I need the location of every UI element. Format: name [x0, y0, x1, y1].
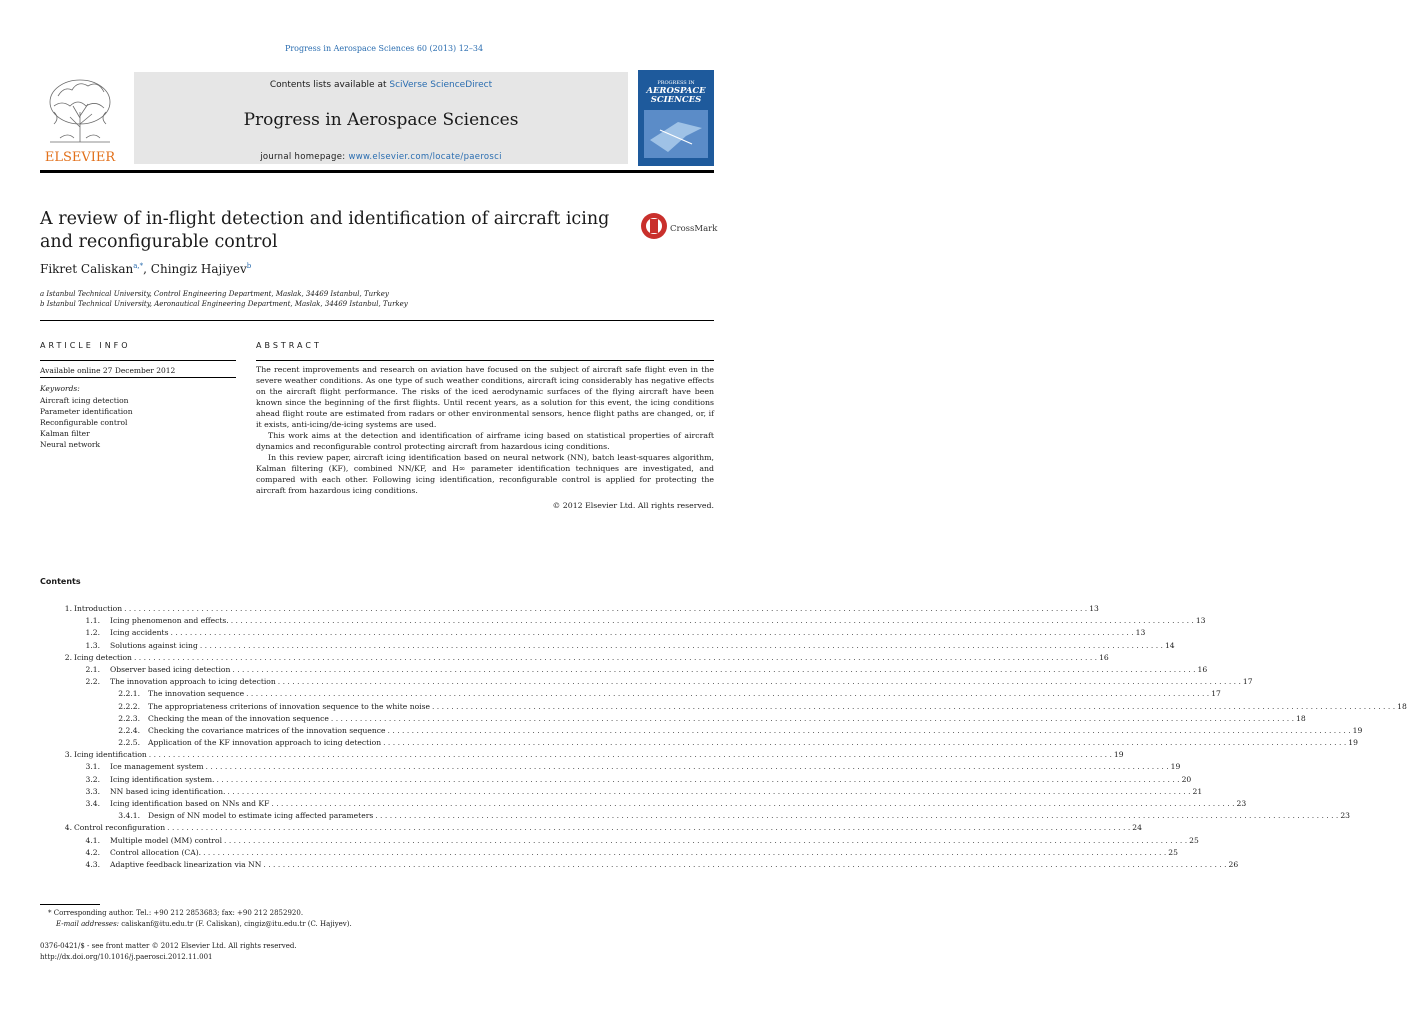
- toc-entry[interactable]: [40, 640, 1175, 652]
- toc-number: 2.: [64, 652, 72, 662]
- toc-leader: . . . . . . . . . . . . . . . . . . . . . . . . . . . . . . . . . . . . . . . . . . . . . . . . . . . . . . . . . . . . . . . . . . . . . . . . . . . . . . . . . . . . . . . . . . . . . . . . . . . . . . . . . . . . . . . . . . . . . . . . . . . . . . . . . . . . . . . . . . . . . . . . . . . . . . . . . . . . . . . . . . . . . . . . . . . . . . . . . . . . . . . . . . . . . . . . . . . . . . . .: [271, 799, 1235, 808]
- divider: [256, 360, 714, 361]
- toc-entry[interactable]: [40, 713, 1306, 725]
- toc-entry[interactable]: [40, 615, 1206, 627]
- email-note: E-mail addresses: caliskanf@itu.edu.tr (F. Caliskan), cingiz@itu.edu.tr (C. Hajiyev).: [56, 920, 352, 928]
- journal-homepage: journal homepage: www.elsevier.com/locate/paerosci: [260, 152, 502, 162]
- toc-entry[interactable]: [40, 761, 1181, 773]
- toc-leader: . . . . . . . . . . . . . . . . . . . . . . . . . . . . . . . . . . . . . . . . . . . . . . . . . . . . . . . . . . . . . . . . . . . . . . . . . . . . . . . . . . . . . . . . . . . . . . . . . . . . . . . . . . . . . . . . . . . . . . . . . . . . . . . . . . . . . . . . . . . . . . . . . . . . . . . . . . . . . . . . . . . . . . . . . . . . . . . . . . . . . . . . . . . . . . . . . . . . . . . .: [246, 689, 1210, 699]
- toc-page[interactable]: 19: [1170, 762, 1181, 772]
- toc-entry[interactable]: [40, 603, 1099, 615]
- cover-title: AEROSPACE SCIENCES: [646, 86, 706, 105]
- toc-page[interactable]: 14: [1164, 640, 1175, 650]
- abstract-paragraph: The recent improvements and research on aviation have focused on the subject of aircraft safe flight even in the severe weather conditions. As one type of such weather conditions, aircraft icing considerably has negative effects on the aircraft flight performance. The risks of the iced aerodynamic surfaces of the flying aircraft have been known since the beginning of the first flights. Until recent years, as a solution for this event, the icing conditions ahead flight route are estimated from radars or other environmental sensors, hence flight paths are changed, or, if it exists, anti-icing/de-icing systems are used.: [256, 365, 714, 429]
- journal-cover: [638, 70, 714, 166]
- toc-leader: . . . . . . . . . . . . . . . . . . . . . . . . . . . . . . . . . . . . . . . . . . . . . . . . . . . . . . . . . . . . . . . . . . . . . . . . . . . . . . . . . . . . . . . . . . . . . . . . . . . . . . . . . . . . . . . . . . . . . . . . . . . . . . . . . . . . . . . . . . . . . . . . . . . . . . . . . . . . . . . . . . . . . . . . . . . . . . . . . . . . . . . . . . . . . . . . . . . . . . . .: [170, 628, 1134, 638]
- available-online: Available online 27 December 2012: [40, 366, 176, 375]
- toc-title[interactable]: NN based icing identification.: [110, 786, 226, 796]
- divider: [40, 377, 236, 378]
- journal-citation[interactable]: Progress in Aerospace Sciences 60 (2013) 12–34: [284, 44, 484, 53]
- toc-title[interactable]: Ice management system: [110, 762, 204, 772]
- toc-number: 3.3.: [85, 786, 100, 796]
- toc-number: 1.2.: [85, 628, 100, 638]
- toc-leader: . . . . . . . . . . . . . . . . . . . . . . . . . . . . . . . . . . . . . . . . . . . . . . . . . . . . . . . . . . . . . . . . . . . . . . . . . . . . . . . . . . . . . . . . . . . . . . . . . . . . . . . . . . . . . . . . . . . . . . . . . . . . . . . . . . . . . . . . . . . . . . . . . . . . . . . . . . . . . . . . . . . . . . . . . . . . . . . . . . . . . . . . . . . . . . . . . . . . . . . .: [148, 750, 1112, 760]
- keyword: Reconfigurable control: [40, 418, 128, 427]
- affiliation-b: b Istanbul Technical University, Aeronautical Engineering Department, Maslak, 34469 Istanbul, Turkey: [40, 300, 408, 308]
- keyword: Parameter identification: [40, 407, 133, 416]
- toc-title[interactable]: Icing identification system.: [110, 774, 215, 784]
- journal-title: Progress in Aerospace Sciences: [243, 110, 519, 130]
- divider: [40, 360, 236, 361]
- toc-leader: . . . . . . . . . . . . . . . . . . . . . . . . . . . . . . . . . . . . . . . . . . . . . . . . . . . . . . . . . . . . . . . . . . . . . . . . . . . . . . . . . . . . . . . . . . . . . . . . . . . . . . . . . . . . . . . . . . . . . . . . . . . . . . . . . . . . . . . . . . . . . . . . . . . . . . . . . . . . . . . . . . . . . . . . . . . . . . . . . . . . . . . . . . . . . . . . . . . . . . . .: [133, 652, 1098, 662]
- toc-title[interactable]: Multiple model (MM) control: [110, 835, 223, 845]
- keyword-list: [40, 395, 133, 450]
- toc-number: 2.2.3.: [118, 713, 140, 723]
- toc-page[interactable]: 25: [1189, 835, 1199, 845]
- abstract-heading: ABSTRACT: [256, 341, 322, 350]
- toc-number: 3.: [64, 750, 72, 760]
- toc-leader: . . . . . . . . . . . . . . . . . . . . . . . . . . . . . . . . . . . . . . . . . . . . . . . . . . . . . . . . . . . . . . . . . . . . . . . . . . . . . . . . . . . . . . . . . . . . . . . . . . . . . . . . . . . . . . . . . . . . . . . . . . . . . . . . . . . . . . . . . . . . . . . . . . . . . . . . . . . . . . . . . . . . . . . . . . . . . . . . . . . . . . . . . . . . . . . . . . . . . . . .: [124, 604, 1088, 613]
- toc-page[interactable]: 19: [1113, 750, 1124, 760]
- toc-title[interactable]: Icing identification: [74, 750, 147, 760]
- corresponding-author-note: * Corresponding author. Tel.: +90 212 2853683; fax: +90 212 2852920.: [48, 909, 304, 917]
- abstract-paragraph: This work aims at the detection and identification of airframe icing based on statistical properties of aircraft dynamics and reconfigurable control protecting aircraft from hazardous icing conditions.: [256, 431, 714, 451]
- toc-number: 2.2.4.: [118, 725, 140, 735]
- toc-leader: . . . . . . . . . . . . . . . . . . . . . . . . . . . . . . . . . . . . . . . . . . . . . . . . . . . . . . . . . . . . . . . . . . . . . . . . . . . . . . . . . . . . . . . . . . . . . . . . . . . . . . . . . . . . . . . . . . . . . . . . . . . . . . . . . . . . . . . . . . . . . . . . . . . . . . . . . . . . . . . . . . . . . . . . . . . . . . . . . . . . . . . . . . . . . . . . . . . . . . . .: [277, 677, 1241, 687]
- toc-number: 2.2.1.: [118, 689, 140, 699]
- journal-banner: [134, 72, 628, 164]
- toc-page[interactable]: 18: [1296, 713, 1306, 723]
- toc-number: 1.: [64, 604, 72, 613]
- toc-page[interactable]: 19: [1348, 738, 1358, 748]
- toc-leader: . . . . . . . . . . . . . . . . . . . . . . . . . . . . . . . . . . . . . . . . . . . . . . . . . . . . . . . . . . . . . . . . . . . . . . . . . . . . . . . . . . . . . . . . . . . . . . . . . . . . . . . . . . . . . . . . . . . . . . . . . . . . . . . . . . . . . . . . . . . . . . . . . . . . . . . . . . . . . . . . . . . . . . . . . . . . . . . . . . . . . . . . . . . . . . . . . . . . . . . .: [383, 738, 1347, 748]
- toc-leader: . . . . . . . . . . . . . . . . . . . . . . . . . . . . . . . . . . . . . . . . . . . . . . . . . . . . . . . . . . . . . . . . . . . . . . . . . . . . . . . . . . . . . . . . . . . . . . . . . . . . . . . . . . . . . . . . . . . . . . . . . . . . . . . . . . . . . . . . . . . . . . . . . . . . . . . . . . . . . . . . . . . . . . . . . . . . . . . . . . . . . . . . . . . . . . . . . . . . . . . .: [216, 774, 1180, 784]
- toc-leader: . . . . . . . . . . . . . . . . . . . . . . . . . . . . . . . . . . . . . . . . . . . . . . . . . . . . . . . . . . . . . . . . . . . . . . . . . . . . . . . . . . . . . . . . . . . . . . . . . . . . . . . . . . . . . . . . . . . . . . . . . . . . . . . . . . . . . . . . . . . . . . . . . . . . . . . . . . . . . . . . . . . . . . . . . . . . . . . . . . . . . . . . . . . . . . . . . . . . . . . .: [224, 835, 1188, 845]
- toc-page[interactable]: 20: [1181, 774, 1192, 784]
- toc-entry[interactable]: [40, 822, 1142, 834]
- toc-title[interactable]: Icing identification based on NNs and KF: [110, 799, 270, 808]
- toc-number: 2.2.5.: [118, 738, 140, 748]
- toc-title[interactable]: Observer based icing detection: [110, 664, 231, 674]
- toc-entry[interactable]: [40, 652, 1109, 664]
- toc-title[interactable]: Control reconfiguration: [74, 823, 166, 833]
- author-marks[interactable]: a,*: [133, 262, 144, 270]
- toc-number: 3.1.: [85, 762, 100, 772]
- toc-leader: . . . . . . . . . . . . . . . . . . . . . . . . . . . . . . . . . . . . . . . . . . . . . . . . . . . . . . . . . . . . . . . . . . . . . . . . . . . . . . . . . . . . . . . . . . . . . . . . . . . . . . . . . . . . . . . . . . . . . . . . . . . . . . . . . . . . . . . . . . . . . . . . . . . . . . . . . . . . . . . . . . . . . . . . . . . . . . . . . . . . . . . . . . . . . . . . . . . . . . . .: [205, 762, 1169, 772]
- toc-leader: . . . . . . . . . . . . . . . . . . . . . . . . . . . . . . . . . . . . . . . . . . . . . . . . . . . . . . . . . . . . . . . . . . . . . . . . . . . . . . . . . . . . . . . . . . . . . . . . . . . . . . . . . . . . . . . . . . . . . . . . . . . . . . . . . . . . . . . . . . . . . . . . . . . . . . . . . . . . . . . . . . . . . . . . . . . . . . . . . . . . . . . . . . . . . . . . . . . . . . . .: [203, 847, 1167, 857]
- toc-title[interactable]: Checking the mean of the innovation sequence: [148, 713, 329, 723]
- toc-entry[interactable]: [40, 737, 1358, 749]
- sciencedirect-link[interactable]: SciVerse ScienceDirect: [389, 80, 493, 90]
- toc-leader: . . . . . . . . . . . . . . . . . . . . . . . . . . . . . . . . . . . . . . . . . . . . . . . . . . . . . . . . . . . . . . . . . . . . . . . . . . . . . . . . . . . . . . . . . . . . . . . . . . . . . . . . . . . . . . . . . . . . . . . . . . . . . . . . . . . . . . . . . . . . . . . . . . . . . . . . . . . . . . . . . . . . . . . . . . . . . . . . . . . . . . . . . . . . . . . . . . . . . . . .: [330, 713, 1295, 723]
- toc-entry[interactable]: [40, 859, 1239, 871]
- toc-title[interactable]: Icing accidents: [110, 628, 169, 638]
- toc-leader: . . . . . . . . . . . . . . . . . . . . . . . . . . . . . . . . . . . . . . . . . . . . . . . . . . . . . . . . . . . . . . . . . . . . . . . . . . . . . . . . . . . . . . . . . . . . . . . . . . . . . . . . . . . . . . . . . . . . . . . . . . . . . . . . . . . . . . . . . . . . . . . . . . . . . . . . . . . . . . . . . . . . . . . . . . . . . . . . . . . . . . . . . . . . . . . . . . . . . . . .: [199, 640, 1163, 650]
- toc-number: 4.3.: [85, 859, 100, 869]
- toc-page[interactable]: 23: [1236, 799, 1247, 808]
- toc-page[interactable]: 13: [1195, 616, 1206, 626]
- toc-title[interactable]: Icing phenomenon and effects.: [110, 616, 229, 626]
- keyword: Kalman filter: [40, 429, 90, 438]
- abstract-paragraph: In this review paper, aircraft icing identification based on neural network (NN), batch least-squares algorithm, Kalman filtering (KF), combined NN/KF, and H∞ parameter identification techniques are investigated, and compared with each other. Following icing identification, reconfigurable control is applied for protecting the aircraft from hazardous icing conditions.: [256, 453, 714, 495]
- abstract-body: [256, 364, 714, 511]
- toc-leader: . . . . . . . . . . . . . . . . . . . . . . . . . . . . . . . . . . . . . . . . . . . . . . . . . . . . . . . . . . . . . . . . . . . . . . . . . . . . . . . . . . . . . . . . . . . . . . . . . . . . . . . . . . . . . . . . . . . . . . . . . . . . . . . . . . . . . . . . . . . . . . . . . . . . . . . . . . . . . . . . . . . . . . . . . . . . . . . . . . . . . . . . . . . . . . . . . . . . . . . .: [232, 664, 1196, 674]
- toc-title[interactable]: Adaptive feedback linearization via NN: [110, 859, 262, 869]
- keyword: Neural network: [40, 440, 101, 449]
- toc-title[interactable]: Design of NN model to estimate icing affected parameters: [148, 811, 374, 821]
- doi-link[interactable]: http://dx.doi.org/10.1016/j.paerosci.2012.11.001: [40, 953, 213, 961]
- toc-title[interactable]: The appropriateness criterions of innovation sequence to the white noise: [148, 701, 430, 711]
- email-addresses[interactable]: caliskanf@itu.edu.tr (F. Caliskan), cingiz@itu.edu.tr (C. Hajiyev).: [119, 920, 352, 928]
- footnote-rule: [40, 904, 100, 905]
- toc-leader: . . . . . . . . . . . . . . . . . . . . . . . . . . . . . . . . . . . . . . . . . . . . . . . . . . . . . . . . . . . . . . . . . . . . . . . . . . . . . . . . . . . . . . . . . . . . . . . . . . . . . . . . . . . . . . . . . . . . . . . . . . . . . . . . . . . . . . . . . . . . . . . . . . . . . . . . . . . . . . . . . . . . . . . . . . . . . . . . . . . . . . . . . . . . . . . . . . . . . . . .: [167, 823, 1131, 833]
- toc-page[interactable]: 16: [1197, 664, 1208, 674]
- toc-title[interactable]: Application of the KF innovation approach to icing detection: [148, 738, 382, 748]
- toc-page[interactable]: 21: [1192, 786, 1203, 796]
- toc-entry[interactable]: [40, 847, 1178, 859]
- keyword: Aircraft icing detection: [40, 396, 129, 405]
- toc-number: 3.4.1.: [118, 811, 140, 821]
- toc-number: 3.4.: [85, 799, 100, 808]
- toc-page[interactable]: 13: [1135, 628, 1146, 638]
- toc-entry[interactable]: [40, 749, 1124, 761]
- toc-entry[interactable]: [40, 725, 1363, 737]
- toc-page[interactable]: 13: [1089, 604, 1099, 613]
- cover-art: [638, 70, 714, 166]
- header-rule: [40, 170, 714, 173]
- toc-page[interactable]: 23: [1340, 811, 1351, 821]
- toc-number: 2.1.: [85, 664, 100, 674]
- toc-page[interactable]: 19: [1352, 725, 1363, 735]
- toc-entry[interactable]: [40, 676, 1253, 688]
- toc-title[interactable]: Introduction: [74, 604, 123, 613]
- toc-page[interactable]: 26: [1228, 859, 1239, 869]
- crossmark-label: CrossMark: [670, 224, 718, 234]
- author-marks[interactable]: b: [246, 262, 252, 270]
- toc-number: 3.2.: [85, 774, 100, 784]
- toc-leader: . . . . . . . . . . . . . . . . . . . . . . . . . . . . . . . . . . . . . . . . . . . . . . . . . . . . . . . . . . . . . . . . . . . . . . . . . . . . . . . . . . . . . . . . . . . . . . . . . . . . . . . . . . . . . . . . . . . . . . . . . . . . . . . . . . . . . . . . . . . . . . . . . . . . . . . . . . . . . . . . . . . . . . . . . . . . . . . . . . . . . . . . . . . . . . . . . . . . . . . .: [431, 701, 1396, 711]
- toc-leader: . . . . . . . . . . . . . . . . . . . . . . . . . . . . . . . . . . . . . . . . . . . . . . . . . . . . . . . . . . . . . . . . . . . . . . . . . . . . . . . . . . . . . . . . . . . . . . . . . . . . . . . . . . . . . . . . . . . . . . . . . . . . . . . . . . . . . . . . . . . . . . . . . . . . . . . . . . . . . . . . . . . . . . . . . . . . . . . . . . . . . . . . . . . . . . . . . . . . . . . .: [230, 616, 1194, 626]
- toc-title[interactable]: The innovation approach to icing detection: [110, 677, 276, 687]
- author-list: Fikret Caliskan$^{a,*}$, Chingiz Hajiyev$^b$: [40, 262, 252, 276]
- toc-number: 4.2.: [85, 847, 100, 857]
- toc-page[interactable]: 17: [1242, 677, 1253, 687]
- article-title: A review of in-flight detection and identification of aircraft icing and reconfigurable control: [40, 209, 610, 252]
- issn-note: 0376-0421/$ - see front matter © 2012 Elsevier Ltd. All rights reserved.: [40, 942, 297, 950]
- article-info-heading: ARTICLE INFO: [40, 341, 131, 350]
- toc-entry[interactable]: [40, 798, 1247, 810]
- toc-number: 4.1.: [85, 835, 100, 845]
- toc-page[interactable]: 24: [1132, 823, 1142, 833]
- toc-title[interactable]: Checking the covariance matrices of the innovation sequence: [148, 725, 386, 735]
- toc-number: 1.3.: [85, 640, 100, 650]
- toc-entry[interactable]: [40, 774, 1192, 786]
- toc-entry[interactable]: [40, 835, 1199, 847]
- toc-page[interactable]: 25: [1168, 847, 1178, 857]
- cover-top-text: PROGRESS IN: [657, 80, 695, 86]
- toc-number: 2.2.2.: [118, 701, 140, 711]
- toc-entry[interactable]: [40, 688, 1221, 700]
- contents-heading: Contents: [40, 577, 81, 586]
- toc-page[interactable]: 17: [1211, 689, 1221, 699]
- author-name[interactable]: Chingiz Hajiyev: [150, 262, 247, 276]
- table-of-contents: [40, 603, 1407, 871]
- toc-entry[interactable]: [40, 786, 1203, 798]
- toc-entry[interactable]: [40, 810, 1351, 822]
- toc-entry[interactable]: [40, 664, 1208, 676]
- toc-page[interactable]: 18: [1397, 701, 1407, 711]
- toc-leader: . . . . . . . . . . . . . . . . . . . . . . . . . . . . . . . . . . . . . . . . . . . . . . . . . . . . . . . . . . . . . . . . . . . . . . . . . . . . . . . . . . . . . . . . . . . . . . . . . . . . . . . . . . . . . . . . . . . . . . . . . . . . . . . . . . . . . . . . . . . . . . . . . . . . . . . . . . . . . . . . . . . . . . . . . . . . . . . . . . . . . . . . . . . . . . . . . . . . . . . .: [227, 786, 1191, 796]
- toc-title[interactable]: The innovation sequence: [148, 689, 245, 699]
- toc-entry[interactable]: [40, 627, 1146, 639]
- elsevier-wordmark: ELSEVIER: [44, 150, 116, 165]
- toc-title[interactable]: Icing detection: [74, 652, 132, 662]
- toc-entry[interactable]: [40, 701, 1407, 713]
- toc-title[interactable]: Solutions against icing: [110, 640, 198, 650]
- affiliation-a: a Istanbul Technical University, Control Engineering Department, Maslak, 34469 Istanbul, Turkey: [40, 290, 389, 298]
- toc-page[interactable]: 16: [1099, 652, 1109, 662]
- copyright-notice: © 2012 Elsevier Ltd. All rights reserved.: [552, 501, 714, 510]
- toc-number: 1.1.: [85, 616, 100, 626]
- toc-leader: . . . . . . . . . . . . . . . . . . . . . . . . . . . . . . . . . . . . . . . . . . . . . . . . . . . . . . . . . . . . . . . . . . . . . . . . . . . . . . . . . . . . . . . . . . . . . . . . . . . . . . . . . . . . . . . . . . . . . . . . . . . . . . . . . . . . . . . . . . . . . . . . . . . . . . . . . . . . . . . . . . . . . . . . . . . . . . . . . . . . . . . . . . . . . . . . . . . . . . . .: [387, 725, 1351, 735]
- author-name[interactable]: Fikret Caliskan: [40, 262, 134, 276]
- toc-leader: . . . . . . . . . . . . . . . . . . . . . . . . . . . . . . . . . . . . . . . . . . . . . . . . . . . . . . . . . . . . . . . . . . . . . . . . . . . . . . . . . . . . . . . . . . . . . . . . . . . . . . . . . . . . . . . . . . . . . . . . . . . . . . . . . . . . . . . . . . . . . . . . . . . . . . . . . . . . . . . . . . . . . . . . . . . . . . . . . . . . . . . . . . . . . . . . . . . . . . . .: [263, 859, 1227, 869]
- divider: [40, 320, 714, 321]
- homepage-link[interactable]: www.elsevier.com/locate/paerosci: [348, 152, 502, 162]
- keywords-label: Keywords:: [40, 384, 80, 393]
- elsevier-logo: [40, 72, 120, 164]
- toc-number: 2.2.: [85, 677, 100, 687]
- contents-availability: Contents lists available at SciVerse ScienceDirect: [269, 80, 493, 90]
- crossmark-button[interactable]: [640, 210, 720, 244]
- toc-number: 4.: [64, 823, 72, 833]
- toc-leader: . . . . . . . . . . . . . . . . . . . . . . . . . . . . . . . . . . . . . . . . . . . . . . . . . . . . . . . . . . . . . . . . . . . . . . . . . . . . . . . . . . . . . . . . . . . . . . . . . . . . . . . . . . . . . . . . . . . . . . . . . . . . . . . . . . . . . . . . . . . . . . . . . . . . . . . . . . . . . . . . . . . . . . . . . . . . . . . . . . . . . . . . . . . . . . . . . . . . . . . .: [375, 811, 1339, 821]
- toc-title[interactable]: Control allocation (CA).: [110, 847, 202, 857]
